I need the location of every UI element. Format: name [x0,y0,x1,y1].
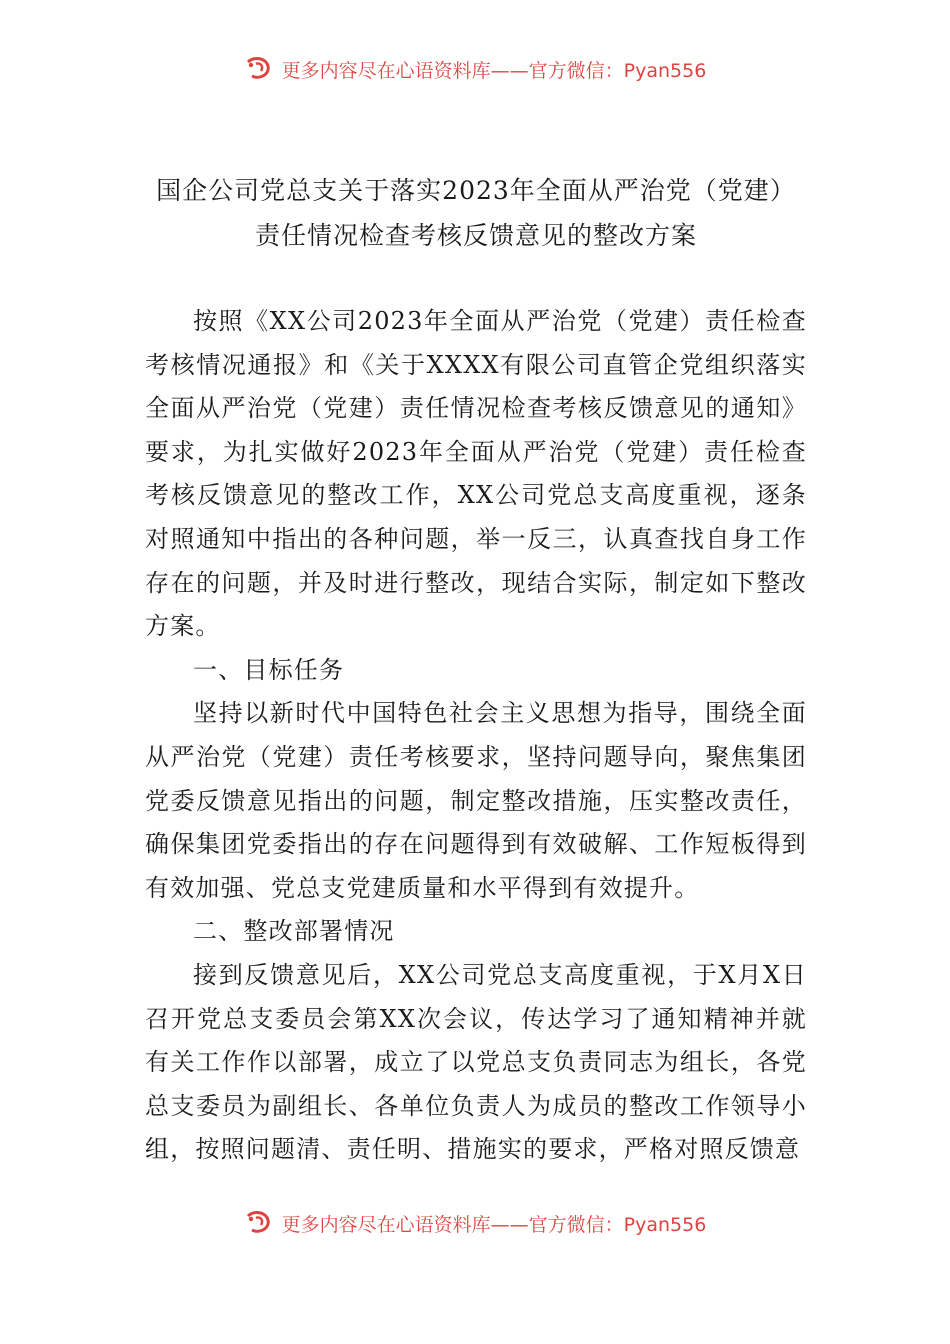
watermark-text: 更多内容尽在心语资料库——官方微信：Pyan556 [281,1213,707,1236]
section-paragraph-deployment: 接到反馈意见后，XX公司党总支高度重视，于X月X日召开党总支委员会第XX次会议，传达学习了通知精神并就有关工作作以部署，成立了以党总支负责同志为组长，各党总支委员为副组长、各单位负责人为成员的整改工作领导小组，按照问题清、责任明、措施实的要求，严格对照反馈意 [145,960,807,1164]
intro-paragraph: 按照《XX公司2023年全面从严治党（党建）责任检查考核情况通报》和《关于XXXX有限公司直管企党组织落实全面从严治党（党建）责任情况检查考核反馈意见的通知》要求，为扎实做好2023年全面从严治党（党建）责任检查考核反馈意见的整改工作，XX公司党总支高度重视，逐条对照通知中指出的各种问题，举一反三，认真查找自身工作存在的问题，并及时进行整改，现结合实际，制定如下整改方案。 [145,307,807,641]
document-title: 国企公司党总支关于落实2023年全面从严治党（党建）责任情况检查考核反馈意见的整改方案 [156,176,796,250]
section-heading-deployment: 二、整改部署情况 [193,917,395,946]
watermark-text: 更多内容尽在心语资料库——官方微信：Pyan556 [281,59,707,82]
document-body [145,300,807,1172]
brand-logo-icon [244,56,274,82]
watermark-footer [0,1206,950,1240]
section-heading-goals: 一、目标任务 [193,655,345,684]
section-paragraph-goals: 坚持以新时代中国特色社会主义思想为指导，围绕全面从严治党（党建）责任考核要求，坚持问题导向，聚焦集团党委反馈意见指出的问题，制定整改措施，压实整改责任，确保集团党委指出的存在问题得到有效破解、工作短板得到有效加强、党总支党建质量和水平得到有效提升。 [145,699,807,902]
watermark-header [0,52,950,86]
brand-logo-icon [244,1210,274,1236]
